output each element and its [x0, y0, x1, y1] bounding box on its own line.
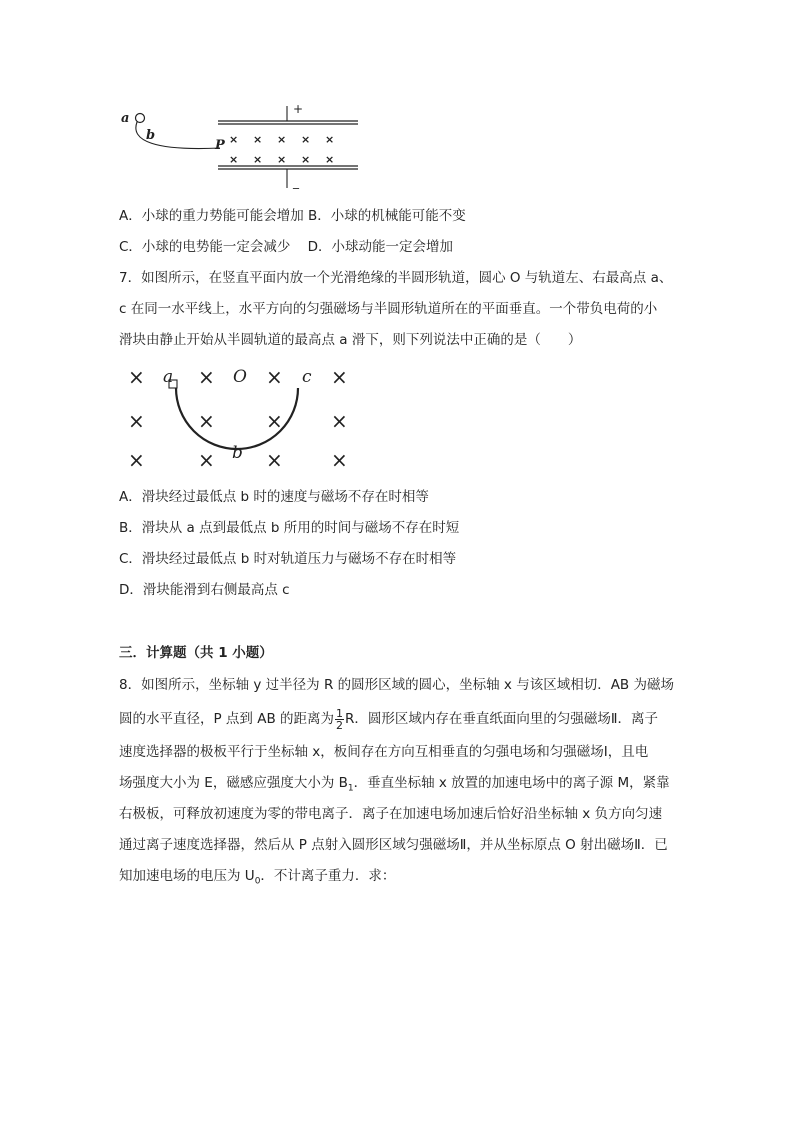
field-cross: × [253, 153, 263, 166]
field-cross: × [253, 133, 263, 146]
fig1-plus: + [293, 102, 304, 116]
q8-line4: 场强度大小为 E，磁感应强度大小为 $B_1$．垂直坐标轴 x 放置的加速电场中的离子源 M，紧靠 [119, 775, 670, 794]
q6-options-line2: C．小球的电势能一定会减少 D．小球动能一定会增加 [119, 239, 453, 255]
q7-text-line2: c 在同一水平线上，水平方向的匀强磁场与半圆形轨道所在的平面垂直。一个带负电荷的小 [119, 301, 658, 317]
q7-text-line1: 7．如图所示，在竖直平面内放一个光滑绝缘的半圆形轨道，圆心 O 与轨道左、右最高点 a、 [119, 270, 673, 286]
q7-option-c: C．滑块经过最低点 b 时对轨道压力与磁场不存在时相等 [119, 551, 457, 567]
q7-text-line3: 滑块由静止开始从半圆轨道的最高点 a 滑下，则下列说法中正确的是（ ） [119, 332, 582, 348]
field-cross: × [128, 365, 145, 389]
fig1-label-b: b [146, 128, 156, 143]
field-cross: × [325, 133, 335, 146]
fig2-label-b: b [232, 443, 243, 463]
field-cross: × [277, 153, 287, 166]
fig2-label-o: O [233, 367, 247, 387]
q7-option-d: D．滑块能滑到右侧最高点 c [119, 582, 290, 598]
q8-line2-before: 圆的水平直径，P 点到 AB 的距离为 [119, 711, 335, 727]
field-cross: × [331, 409, 348, 433]
q8-line1: 8．如图所示，坐标轴 y 过半径为 R 的圆形区域的圆心，坐标轴 x 与该区域相切．AB 为磁场 [119, 677, 674, 693]
field-cross: × [266, 409, 283, 433]
field-cross: × [266, 448, 283, 472]
q8-line5: 右极板，可释放初速度为零的带电离子．离子在加速电场加速后恰好沿坐标轴 x 负方向匀速 [119, 806, 663, 822]
fig1-minus: _ [293, 175, 299, 189]
field-cross: × [301, 153, 311, 166]
field-cross: × [198, 448, 215, 472]
fraction-one-half: $\frac{1}{2}$ [336, 706, 344, 732]
fig2-label-a: a [163, 367, 174, 387]
field-cross: × [325, 153, 335, 166]
fig2-label-c: c [302, 367, 312, 387]
field-cross: × [266, 365, 283, 389]
q8-line2-after: R．圆形区域内存在垂直纸面向里的匀强磁场Ⅱ．离子 [345, 711, 659, 727]
field-cross: × [198, 365, 215, 389]
field-cross: × [128, 409, 145, 433]
q8-line6: 通过离子速度选择器，然后从 P 点射入圆形区域匀强磁场Ⅱ，并从坐标原点 O 射出磁场Ⅱ．已 [119, 837, 668, 853]
field-cross: × [198, 409, 215, 433]
q8-line2 [119, 706, 658, 732]
field-cross: × [128, 448, 145, 472]
q8-line7: 知加速电场的电压为 $U_0$．不计离子重力．求： [119, 868, 396, 887]
figure-field-plates [115, 96, 375, 196]
q6-options-line1: A．小球的重力势能可能会增加 B．小球的机械能可能不变 [119, 208, 466, 224]
fig1-label-a: a [121, 111, 130, 126]
q7-option-b: B．滑块从 a 点到最低点 b 所用的时间与磁场不存在时短 [119, 520, 460, 536]
field-cross: × [229, 133, 239, 146]
field-cross: × [331, 448, 348, 472]
q7-option-a: A．滑块经过最低点 b 时的速度与磁场不存在时相等 [119, 489, 429, 505]
field-cross: × [301, 133, 311, 146]
q8-line3: 速度选择器的极板平行于坐标轴 x，板间存在方向互相垂直的匀强电场和匀强磁场Ⅰ，且电 [119, 744, 649, 760]
field-cross: × [229, 153, 239, 166]
field-cross: × [277, 133, 287, 146]
section3-title: 三．计算题（共 1 小题） [119, 645, 273, 661]
fig1-label-p: P [215, 138, 225, 153]
ball-circle [136, 114, 145, 123]
field-cross: × [331, 365, 348, 389]
